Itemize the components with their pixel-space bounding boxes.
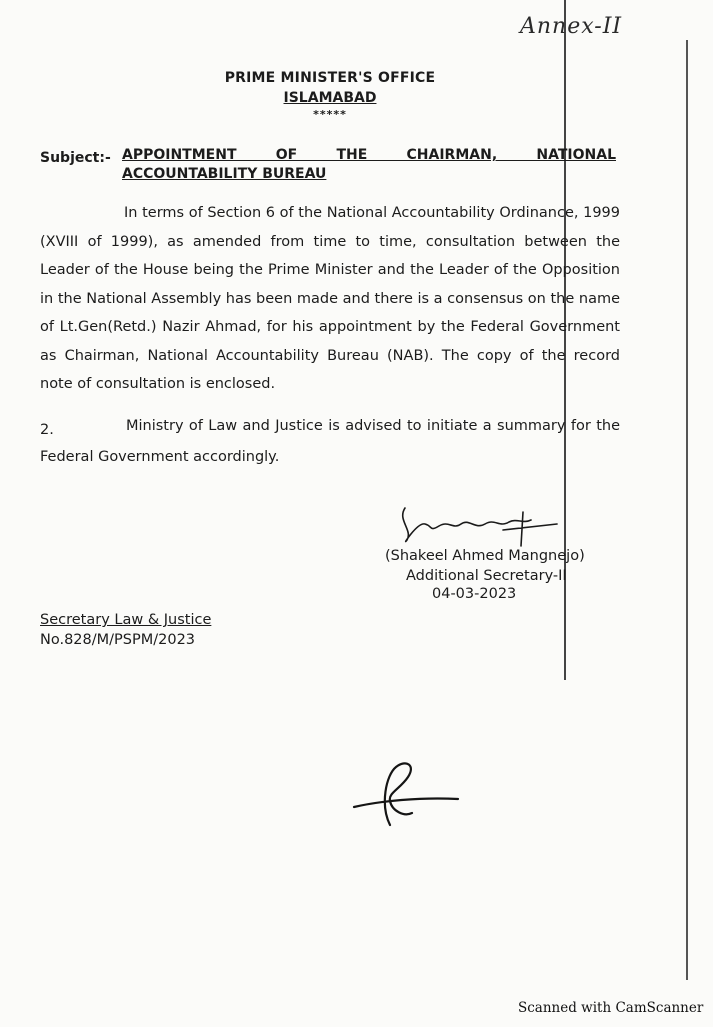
scanner-watermark: Scanned with CamScanner xyxy=(518,1000,704,1016)
signature-scribble xyxy=(395,500,565,552)
office-heading: PRIME MINISTER'S OFFICE xyxy=(224,70,436,86)
initial-signature xyxy=(350,755,470,835)
body-paragraph-2: Ministry of Law and Justice is advised to initiate a summary for the Federal Government accordingly. xyxy=(40,418,620,465)
signature-date: 04-03-2023 xyxy=(432,586,517,602)
reference-number: No.828/M/PSPM/2023 xyxy=(40,632,196,648)
annex-label: Annex-II xyxy=(520,14,623,39)
signatory-name: (Shakeel Ahmed Mangnejo) xyxy=(385,548,585,564)
heading-stars: ***** xyxy=(313,108,347,121)
scan-page-edge xyxy=(686,40,688,980)
subject-label: Subject:- xyxy=(40,150,111,166)
paragraph-2-number: 2. xyxy=(40,422,54,438)
city-heading xyxy=(0,90,660,106)
signatory-title: Additional Secretary-II xyxy=(406,568,567,584)
recipient-title: Secretary Law & Justice xyxy=(40,612,212,628)
subject-text: APPOINTMENT OF THE CHAIRMAN, NATIONAL ACCOUNTABILITY BUREAU xyxy=(122,147,616,182)
body-paragraph-1: In terms of Section 6 of the National Accountability Ordinance, 1999 (XVIII of 1999), as amended from time to time, consultation between the Leader of the House being the Prime Minister and the Leader of the Opposition in the National Assembly has been made and there is a consensus on the name of Lt.Gen(Retd.) Nazir Ahmad, for his appointment by the Federal Government as Chairman, National Accountability Bureau (NAB). The copy of the record note of consultation is enclosed. xyxy=(40,205,620,392)
city-text: ISLAMABAD xyxy=(283,90,377,106)
